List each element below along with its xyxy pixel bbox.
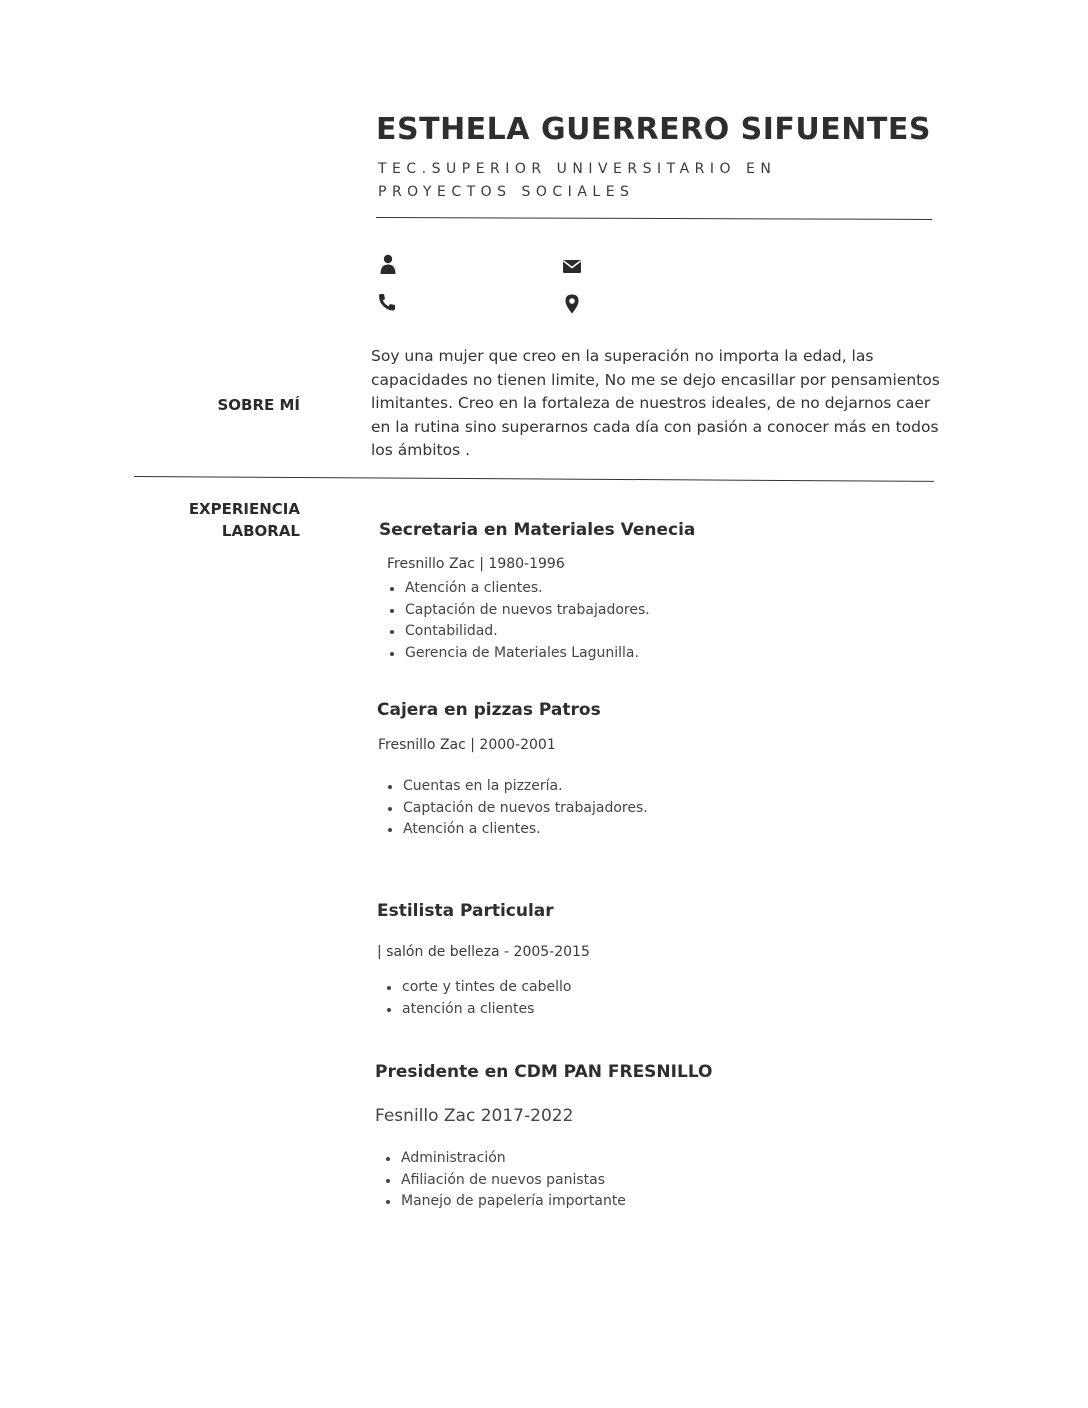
candidate-title-line-1: TEC.SUPERIOR UNIVERSITARIO EN	[378, 161, 777, 177]
job-title: Cajera en pizzas Patros	[377, 700, 601, 720]
about-text: Soy una mujer que creo en la superación no importa la edad, las capacidades no tienen limite, No me se dejo encasillar por pensamientos limitantes. Creo en la fortaleza de nuestros ideales, de no dejarnos caer en la rutina sino superarnos cada día con pasión a conocer más en todos los ámbitos .	[371, 347, 940, 459]
job-title: Secretaria en Materiales Venecia	[379, 520, 696, 540]
list-item: Atención a clientes.	[387, 578, 650, 600]
location-pin-icon	[561, 293, 583, 315]
job-duties	[387, 578, 650, 664]
list-item: Afiliación de nuevos panistas	[383, 1170, 626, 1192]
job-meta: | salón de belleza - 2005-2015	[377, 944, 590, 960]
list-item: corte y tintes de cabello	[384, 977, 571, 999]
list-item: Manejo de papelería importante	[383, 1191, 626, 1213]
candidate-name: ESTHELA GUERRERO SIFUENTES	[376, 112, 931, 147]
job-meta: Fresnillo Zac | 1980-1996	[387, 556, 565, 572]
about-label: SOBRE MÍ	[217, 396, 300, 414]
job-title: Estilista Particular	[377, 901, 554, 921]
experience-label-line-1: EXPERIENCIA	[188, 500, 300, 518]
candidate-title-line-2: PROYECTOS SOCIALES	[378, 184, 635, 200]
list-item: Cuentas en la pizzería.	[385, 776, 648, 798]
list-item: Administración	[383, 1148, 626, 1170]
header-divider	[376, 217, 932, 220]
person-icon	[377, 253, 399, 275]
job-duties	[384, 977, 571, 1020]
envelope-icon	[561, 255, 583, 277]
list-item: atención a clientes	[384, 999, 571, 1021]
list-item: Captación de nuevos trabajadores.	[385, 798, 648, 820]
section-divider	[134, 476, 934, 482]
job-meta: Fresnillo Zac | 2000-2001	[378, 737, 556, 753]
job-title: Presidente en CDM PAN FRESNILLO	[375, 1062, 713, 1082]
experience-label-line-2: LABORAL	[221, 522, 300, 540]
phone-icon	[376, 291, 398, 313]
experience-label	[150, 498, 300, 542]
job-duties	[383, 1148, 626, 1213]
candidate-title	[378, 158, 776, 204]
list-item: Atención a clientes.	[385, 819, 648, 841]
job-duties	[385, 776, 648, 841]
list-item: Gerencia de Materiales Lagunilla.	[387, 643, 650, 665]
job-meta: Fesnillo Zac 2017-2022	[375, 1106, 574, 1126]
list-item: Captación de nuevos trabajadores.	[387, 600, 650, 622]
list-item: Contabilidad.	[387, 621, 650, 643]
